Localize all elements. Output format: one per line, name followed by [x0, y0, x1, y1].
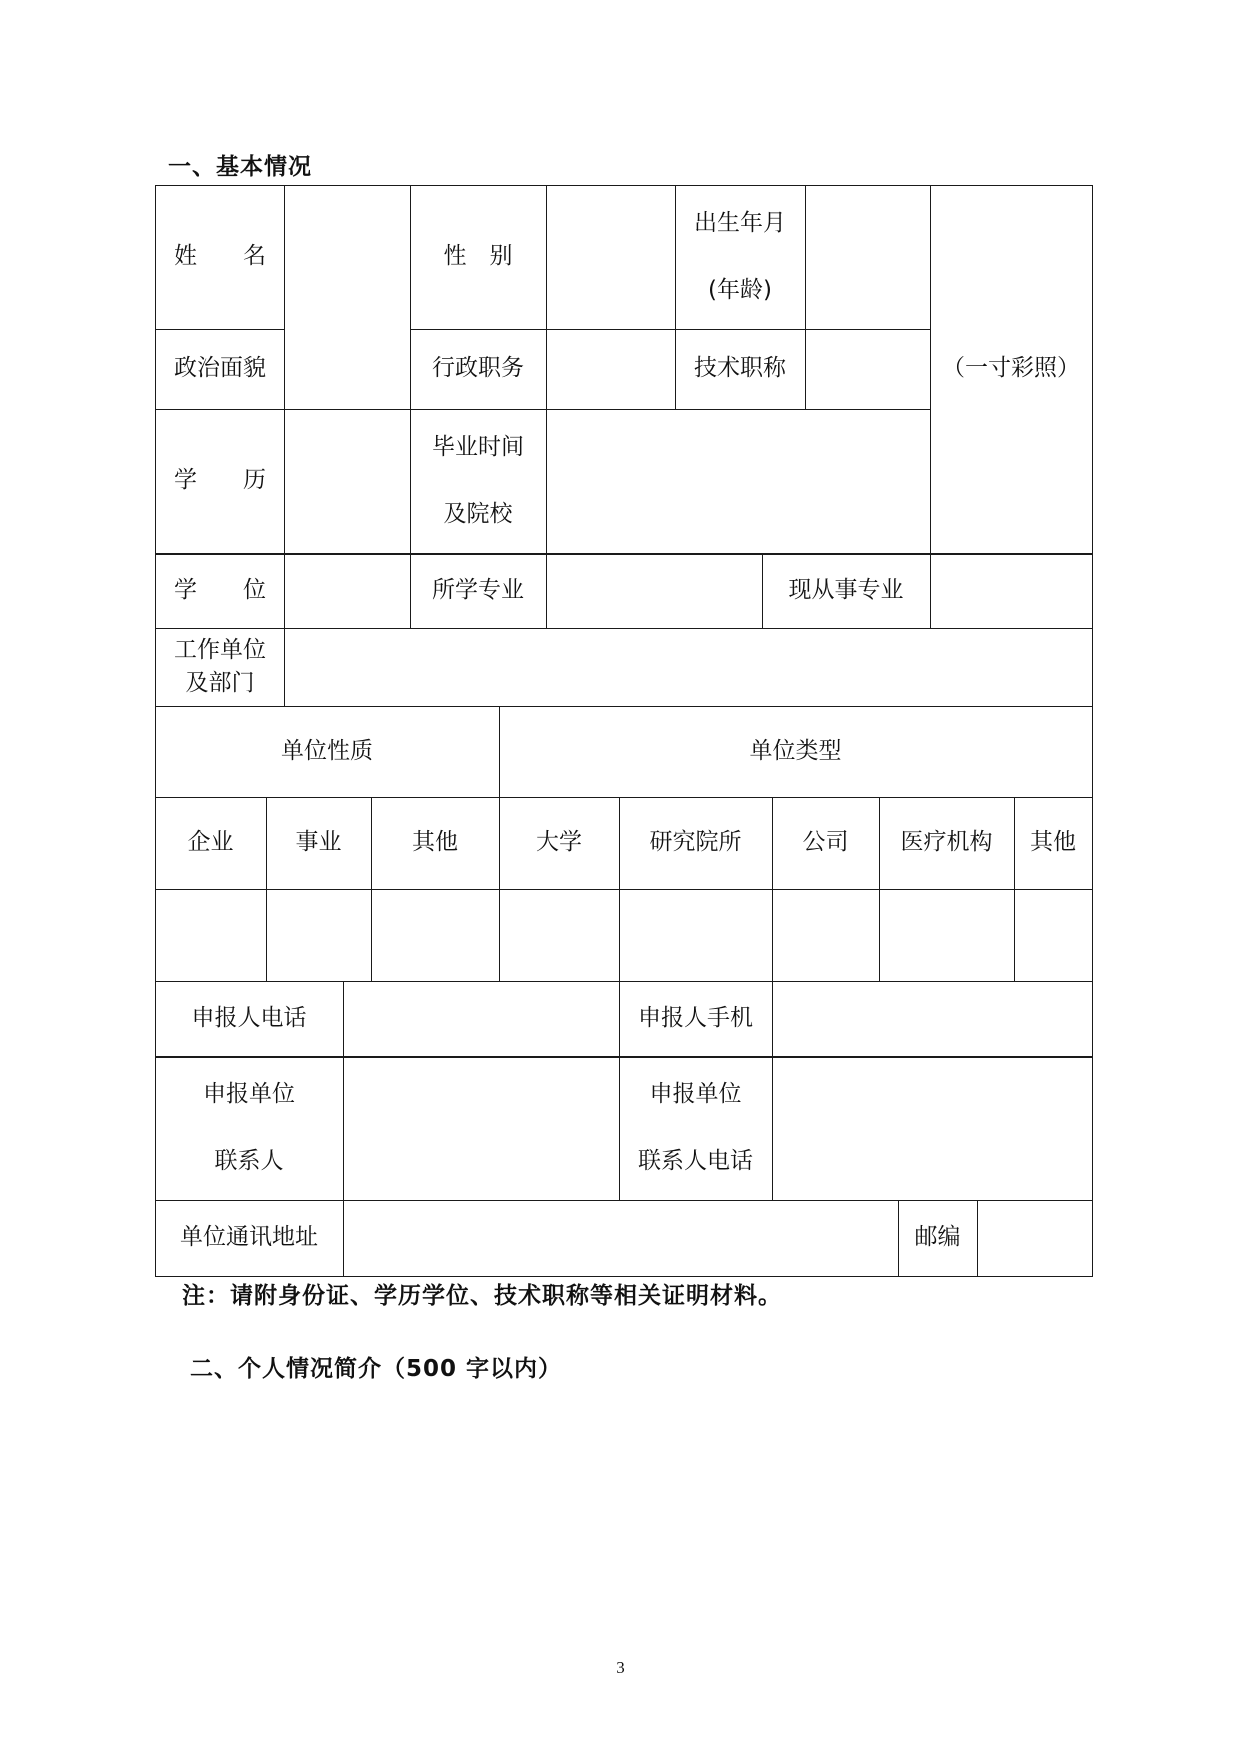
graduation-label-line1: 毕业时间 [432, 433, 524, 460]
option-university: 大学 [536, 829, 582, 856]
birth-label-line1: 出生年月 [694, 209, 786, 236]
name-label: 姓 名 [174, 243, 266, 270]
admin-post-field[interactable] [546, 329, 675, 409]
photo-placeholder[interactable]: （一寸彩照） [942, 355, 1080, 382]
unit-contact-label-line2: 联系人 [214, 1148, 284, 1174]
unit-contact-phone-label-line1: 申报单位 [649, 1080, 742, 1107]
check-medical[interactable] [879, 889, 1014, 981]
work-unit-field[interactable] [285, 628, 1092, 706]
section-1-title: 一、基本情况 [168, 154, 312, 180]
postcode-label: 邮编 [914, 1224, 961, 1251]
check-research-institute[interactable] [619, 889, 772, 981]
applicant-mobile-field[interactable] [772, 981, 1092, 1056]
major-label: 所学专业 [432, 576, 524, 603]
degree-field[interactable] [285, 553, 410, 628]
unit-contact-phone-label [619, 1056, 772, 1200]
check-institution[interactable] [266, 889, 371, 981]
address-field[interactable] [343, 1200, 898, 1276]
education-field[interactable] [285, 409, 410, 553]
applicant-phone-label: 申报人电话 [191, 1004, 307, 1031]
check-nature-other[interactable] [371, 889, 499, 981]
birth-label [675, 185, 805, 329]
applicant-phone-field[interactable] [343, 981, 619, 1056]
section-2-title: 二、个人情况简介（500 字以内） [190, 1356, 563, 1382]
address-label: 单位通讯地址 [180, 1224, 318, 1251]
unit-contact-field[interactable] [343, 1056, 619, 1200]
work-unit-label [155, 628, 285, 706]
option-enterprise: 企业 [187, 829, 234, 856]
unit-contact-phone-label-line2: 联系人电话 [638, 1148, 753, 1174]
page-number: 3 [616, 1658, 625, 1677]
unit-contact-phone-field[interactable] [772, 1056, 1092, 1200]
work-unit-label-line2: 及部门 [185, 670, 255, 696]
option-nature-other: 其他 [412, 829, 458, 856]
check-university[interactable] [499, 889, 619, 981]
applicant-mobile-label: 申报人手机 [638, 1004, 753, 1031]
unit-contact-label [155, 1056, 343, 1200]
birth-label-line2: (年龄) [708, 277, 772, 303]
political-field[interactable] [285, 329, 410, 409]
unit-nature-header: 单位性质 [281, 737, 373, 764]
option-type-other: 其他 [1030, 829, 1076, 856]
option-medical: 医疗机构 [900, 829, 993, 856]
option-research-institute: 研究院所 [649, 829, 742, 856]
birth-field[interactable] [805, 185, 930, 329]
attachment-note: 注：请附身份证、学历学位、技术职称等相关证明材料。 [182, 1283, 782, 1309]
current-major-field[interactable] [930, 553, 1092, 628]
political-label: 政治面貌 [174, 355, 266, 382]
gender-label: 性 别 [443, 243, 513, 270]
name-field[interactable] [285, 185, 410, 329]
option-institution: 事业 [295, 829, 342, 856]
graduation-label [410, 409, 546, 553]
unit-contact-label-line1: 申报单位 [203, 1080, 295, 1107]
gender-field[interactable] [546, 185, 675, 329]
check-type-other[interactable] [1014, 889, 1092, 981]
option-company: 公司 [802, 829, 849, 856]
check-company[interactable] [772, 889, 879, 981]
degree-label: 学 位 [174, 576, 266, 603]
unit-type-header: 单位类型 [749, 737, 842, 764]
graduation-field[interactable] [546, 409, 930, 553]
current-major-label: 现从事专业 [788, 576, 904, 603]
major-field[interactable] [546, 553, 762, 628]
tech-title-field[interactable] [805, 329, 930, 409]
education-label: 学 历 [174, 467, 266, 494]
graduation-label-line2: 及院校 [443, 501, 513, 527]
tech-title-label: 技术职称 [694, 355, 786, 382]
admin-post-label: 行政职务 [432, 355, 524, 382]
postcode-field[interactable] [977, 1200, 1092, 1276]
check-enterprise[interactable] [155, 889, 266, 981]
work-unit-label-line1: 工作单位 [174, 636, 266, 663]
